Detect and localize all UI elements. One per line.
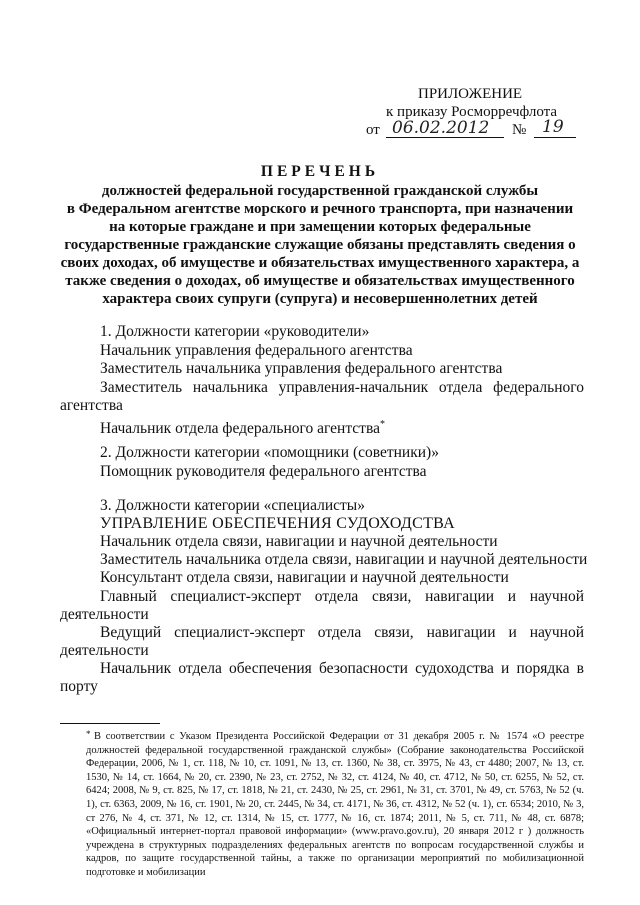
list-item: Помощник руководителя федерального агентства [100, 463, 427, 480]
footnote-reference: * [379, 419, 385, 430]
list-item: Ведущий специалист-эксперт отдела связи, навигации и научной [100, 624, 584, 641]
subtitle-line: своих доходах, об имуществе и обязательствах имущественного характера, а [60, 255, 580, 271]
list-item: Начальник управления федерального агентства [100, 342, 413, 359]
list-item: Главный специалист-эксперт отдела связи, навигации и научной [100, 588, 584, 605]
subtitle-line: должностей федеральной государственной гражданской службы [101, 183, 539, 199]
list-item: Заместитель начальника управления федерального агентства [100, 360, 503, 377]
number-underline [534, 137, 576, 138]
subtitle-line: также сведения о доходах, об имуществе и обязательствах имущественного [65, 273, 575, 289]
list-item: Заместитель начальника отдела связи, навигации и научной деятельности [100, 551, 588, 568]
list-item-continuation: порту [60, 678, 98, 695]
handwritten-number: 19 [542, 117, 564, 137]
footnote-divider [60, 723, 160, 724]
subtitle-line: в Федеральном агентстве морского и речного транспорта, при назначении [66, 201, 574, 217]
section2-heading: 2. Должности категории «помощники (советники)» [100, 444, 439, 461]
department-heading: УПРАВЛЕНИЕ ОБЕСПЕЧЕНИЯ СУДОХОДСТВА [100, 515, 455, 532]
list-item: Консультант отдела связи, навигации и научной деятельности [100, 569, 509, 586]
list-item [100, 415, 385, 438]
order-reference: к приказу Росморречфлота [386, 104, 558, 120]
handwritten-date: 06.02.2012 [392, 118, 490, 138]
list-item: Заместитель начальника управления-начальник отдела федерального [100, 379, 584, 396]
date-underline [386, 137, 504, 138]
list-item-continuation: деятельности [60, 642, 149, 659]
list-item: Начальник отдела связи, навигации и научной деятельности [100, 533, 498, 550]
subtitle-line: государственные гражданские служащие обязаны представлять сведения о [64, 237, 576, 253]
list-item-continuation: деятельности [60, 606, 149, 623]
footnote-mark: * [86, 729, 91, 739]
document-subtitle [56, 182, 584, 308]
section1-heading: 1. Должности категории «руководители» [100, 323, 370, 340]
list-item-continuation: агентства [60, 397, 123, 414]
subtitle-line: характера своих супруги (супруга) и несовершеннолетних детей [102, 291, 538, 307]
footnote-text: В соответствии с Указом Президента Российской Федерации от 31 декабря 2005 г. № 1574 «О реестре должностей федеральной государственной гражданской службы» (Собрание законодательства Российской Федерации, 2006, № 1, ст. 118, № 10, ст. 1091, № 13, ст. 1360, № 38, ст. 3975, № 43, ст 4480; 2007, № 13, ст. 1530, № 14, ст. 1664, № 20, ст. 2390, № 23, ст. 2752, № 32, ст. 4124, № 40, ст. 4712, № 50, ст. 6255, № 52, ст. 6424; 2008, № 9, ст. 825, № 17, ст. 1818, № 21, ст. 2430, № 25, ст. 2961, № 31, ст. 3701, № 49, ст. 5763, № 52 (ч. 1), ст. 6363, 2009, № 16, ст. 1901, № 20, ст. 2445, № 34, ст. 4171, № 36, ст. 4312, № 52 (ч. 1), ст. 6534; 2010, № 3, ст 276, № 4, ст. 371, № 12, ст. 1314, № 15, ст. 1777, № 16, ст. 1874; 2011, № 5, ст. 711, № 48, ст. 6878; «Официальный интернет-портал правовой информации» (www.pravo.gov.ru), 20 января 2012 г ) должность учреждена в структурных подразделениях федеральных агентств по вопросам государственной службы и кадров, по защите государственной тайны, а также по организации мероприятий по мобилизационной подготовке и мобилизации [86, 731, 584, 878]
list-item-text: Начальник отдела федерального агентства [100, 420, 380, 438]
appendix-label: ПРИЛОЖЕНИЕ [418, 86, 523, 102]
list-item: Начальник отдела обеспечения безопасности судоходства и порядка в [100, 660, 584, 677]
document-title: ПЕРЕЧЕНЬ [260, 163, 380, 180]
number-label: № [512, 122, 527, 138]
date-prefix: от [366, 122, 380, 138]
subtitle-line: на которые граждане и при замещении которых федеральные [109, 219, 531, 235]
section3-heading: 3. Должности категории «специалисты» [100, 497, 365, 514]
